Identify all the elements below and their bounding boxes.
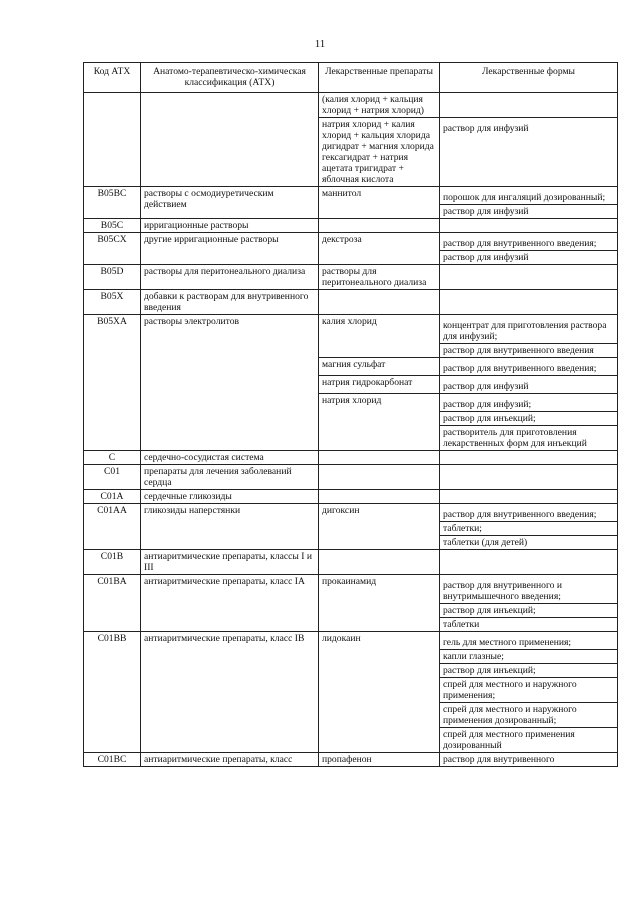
table-row [84,465,618,490]
atc-classification-cell: добавки к растворам для внутривенного введения [141,290,319,315]
dosage-forms-cell [440,465,618,490]
table-row [84,451,618,465]
drug-cell: дигоксин [319,504,440,550]
table-body [84,93,618,767]
drug-cell: натрия хлорид + калия хлорид + кальция хлорида дигидрат + магния хлорида гексагидрат + натрия ацетата тригидрат + яблочная кислота [319,118,440,187]
atc-classification-cell: сердечно-сосудистая система [141,451,319,465]
dosage-form-item: концентрат для приготовления раствора для инфузий; [443,320,607,342]
atc-code-cell [84,93,141,187]
dosage-form-item: таблетки [440,617,617,631]
atc-classification-cell: антиаритмические препараты, класс [141,753,319,767]
dosage-forms-cell [440,93,618,118]
atc-classification-cell: растворы для перитонеального диализа [141,265,319,290]
dosage-form-item: гель для местного применения; [443,637,572,648]
dosage-forms-cell [440,753,618,767]
dosage-forms-cell [440,233,618,265]
atc-code-cell: B05D [84,265,141,290]
dosage-forms-cell [440,550,618,575]
table-row [84,315,618,358]
atc-code-cell: C01BC [84,753,141,767]
header-atc-code: Код АТХ [84,63,141,93]
drug-cell [319,490,440,504]
header-atc-classification: Анатомо-терапевтическо-химическая классификация (АТХ) [141,63,319,93]
dosage-forms-cell [440,376,618,394]
dosage-form-item: раствор для внутривенного введения; [443,238,597,249]
atc-drug-table [83,62,618,767]
dosage-forms-cell [440,358,618,376]
atc-code-cell: B05C [84,219,141,233]
atc-code-cell: B05X [84,290,141,315]
dosage-form-item: раствор для внутривенного введения; [443,509,597,520]
table-row [84,490,618,504]
table-row [84,504,618,550]
atc-code-cell: C01BA [84,575,141,632]
atc-code-cell: C01A [84,490,141,504]
dosage-form-item: порошок для ингаляций дозированный; [443,192,606,203]
dosage-forms-cell [440,451,618,465]
dosage-forms-cell [440,394,618,451]
dosage-forms-cell [440,265,618,290]
dosage-forms-cell [440,290,618,315]
table-header-row [84,63,618,93]
drug-cell [319,550,440,575]
atc-classification-cell: другие ирригационные растворы [141,233,319,265]
atc-code-cell: C [84,451,141,465]
dosage-forms-cell [440,118,618,187]
dosage-form-item: спрей для местного и наружного применения дозированный; [440,702,617,727]
dosage-form-item [440,93,617,110]
dosage-form-item: растворитель для приготовления лекарственных форм для инъекций [440,425,617,450]
atc-classification-cell: препараты для лечения заболеваний сердца [141,465,319,490]
drug-cell: растворы для перитонеального диализа [319,265,440,290]
atc-classification-cell: антиаритмические препараты, классы I и III [141,550,319,575]
dosage-form-item [440,219,617,232]
dosage-form-item: раствор для инфузий [443,381,529,392]
drug-cell [319,290,440,315]
dosage-form-item: раствор для инъекций; [440,603,617,617]
dosage-forms-cell [440,187,618,219]
dosage-form-item [440,490,617,503]
dosage-form-item [440,451,617,464]
header-dosage-forms: Лекарственные формы [440,63,618,93]
drug-cell: пропафенон [319,753,440,767]
dosage-form-item: раствор для внутривенного введения [440,343,617,357]
atc-code-cell: B05XA [84,315,141,451]
table-row [84,187,618,219]
drug-cell: маннитол [319,187,440,219]
atc-code-cell: C01B [84,550,141,575]
atc-classification-cell: сердечные гликозиды [141,490,319,504]
atc-code-cell: C01 [84,465,141,490]
drug-cell [319,219,440,233]
table-row [84,233,618,265]
atc-classification-cell: гликозиды наперстянки [141,504,319,550]
drug-cell: декстроза [319,233,440,265]
table-row [84,550,618,575]
dosage-form-item: раствор для инфузий; [443,399,532,410]
table-row [84,575,618,632]
dosage-form-item [440,465,617,478]
dosage-form-item [440,550,617,563]
table-row [84,753,618,767]
atc-classification-cell: антиаритмические препараты, класс IB [141,632,319,753]
dosage-form-item: раствор для инфузий [440,204,617,218]
atc-classification-cell: растворы электролитов [141,315,319,451]
atc-classification-cell: растворы с осмодиуретическим действием [141,187,319,219]
atc-code-cell: C01BB [84,632,141,753]
dosage-forms-cell [440,504,618,550]
drug-cell: магния сульфат [319,358,440,376]
dosage-form-item [440,290,617,303]
dosage-forms-cell [440,575,618,632]
dosage-form-item: раствор для внутривенного введения; [443,363,597,374]
dosage-form-item: раствор для инъекций; [440,663,617,677]
drug-cell: калия хлорид [319,315,440,358]
atc-code-cell: C01AA [84,504,141,550]
dosage-form-item: раствор для инфузий [443,123,529,134]
dosage-form-item: раствор для внутривенного [443,754,555,765]
drug-cell [319,451,440,465]
atc-classification-cell: антиаритмические препараты, класс IA [141,575,319,632]
dosage-forms-cell [440,315,618,358]
atc-classification-cell: ирригационные растворы [141,219,319,233]
dosage-form-item: раствор для внутривенного и внутримышечного введения; [443,580,562,602]
drug-cell: прокаинамид [319,575,440,632]
page-number: 11 [314,38,326,50]
drug-cell [319,465,440,490]
table-row [84,632,618,753]
dosage-form-item: спрей для местного применения дозированный [440,727,617,752]
dosage-form-item: таблетки; [440,521,617,535]
dosage-form-item: капли глазные; [440,649,617,663]
dosage-form-item: таблетки (для детей) [440,535,617,549]
dosage-form-item: раствор для инфузий [440,250,617,264]
table-row [84,219,618,233]
drug-cell: (калия хлорид + кальция хлорид + натрия хлорид) [319,93,440,118]
drug-cell: натрия хлорид [319,394,440,451]
table-row [84,265,618,290]
dosage-forms-cell [440,490,618,504]
table-row [84,93,618,118]
dosage-form-item: спрей для местного и наружного применения; [440,677,617,702]
drug-cell: натрия гидрокарбонат [319,376,440,394]
atc-code-cell: B05BC [84,187,141,219]
header-drugs: Лекарственные препараты [319,63,440,93]
dosage-forms-cell [440,632,618,753]
dosage-forms-cell [440,219,618,233]
drug-cell: лидокаин [319,632,440,753]
dosage-form-item: раствор для инъекций; [440,411,617,425]
atc-code-cell: B05CX [84,233,141,265]
table-row [84,290,618,315]
atc-classification-cell [141,93,319,187]
dosage-form-item [440,265,617,282]
